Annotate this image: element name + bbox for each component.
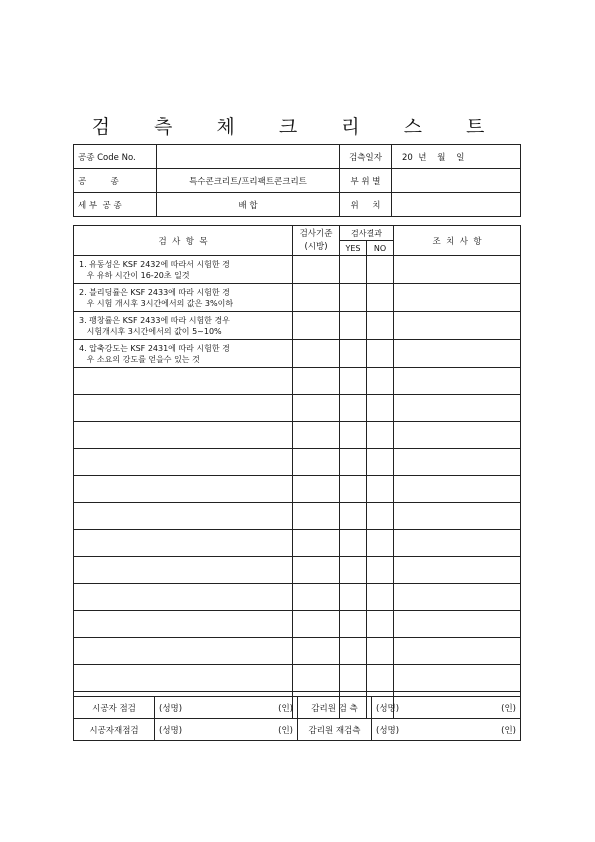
item-text-cell	[74, 449, 293, 476]
yes-cell[interactable]	[340, 312, 367, 340]
item-text-cell	[74, 368, 293, 395]
yes-cell[interactable]	[340, 476, 367, 503]
no-cell[interactable]	[367, 503, 394, 530]
contractor-check-label: 시공자 점검	[74, 697, 155, 719]
standard-cell[interactable]	[293, 638, 340, 665]
checklist-table	[73, 225, 521, 719]
yes-cell[interactable]	[340, 340, 367, 368]
yes-cell[interactable]	[340, 530, 367, 557]
standard-cell[interactable]	[293, 476, 340, 503]
action-cell[interactable]	[394, 476, 521, 503]
contractor-recheck-name[interactable]: (성명)	[155, 719, 234, 741]
action-cell[interactable]	[394, 395, 521, 422]
yes-cell[interactable]	[340, 584, 367, 611]
table-row	[74, 449, 521, 476]
no-cell[interactable]	[367, 638, 394, 665]
item-text-cell	[74, 503, 293, 530]
standard-cell[interactable]	[293, 611, 340, 638]
table-row	[74, 312, 521, 340]
standard-cell[interactable]	[293, 503, 340, 530]
standard-cell[interactable]	[293, 340, 340, 368]
contractor-recheck-seal: (인)	[234, 719, 298, 741]
item-text-cell	[74, 422, 293, 449]
standard-cell[interactable]	[293, 557, 340, 584]
item-text-cell: 3. 팽창률은 KSF 2433에 따라 시험한 경우 시험개시후 3시간에서의 값이 5~10%	[74, 312, 293, 340]
table-row	[74, 530, 521, 557]
code-value[interactable]	[157, 145, 340, 169]
table-row	[74, 422, 521, 449]
table-row	[74, 368, 521, 395]
item-text-cell	[74, 584, 293, 611]
action-cell[interactable]	[394, 340, 521, 368]
work-value[interactable]: 특수콘크리트/프리팩트콘크리트	[157, 169, 340, 193]
no-cell[interactable]	[367, 665, 394, 692]
action-cell[interactable]	[394, 449, 521, 476]
action-cell[interactable]	[394, 422, 521, 449]
table-row	[74, 476, 521, 503]
standard-cell[interactable]	[293, 530, 340, 557]
part-value[interactable]	[392, 169, 521, 193]
header-table	[73, 144, 521, 217]
contractor-recheck-label: 시공자재점검	[74, 719, 155, 741]
yes-cell[interactable]	[340, 449, 367, 476]
table-row	[74, 638, 521, 665]
standard-cell[interactable]	[293, 665, 340, 692]
item-text-cell	[74, 665, 293, 692]
page-title: 검 측 체 크 리 스 트	[91, 116, 504, 138]
action-cell[interactable]	[394, 530, 521, 557]
date-value[interactable]: 20 년 월 일	[392, 145, 521, 169]
item-text-cell	[74, 638, 293, 665]
yes-cell[interactable]	[340, 611, 367, 638]
item-text-cell	[74, 476, 293, 503]
no-cell[interactable]	[367, 611, 394, 638]
standard-cell[interactable]	[293, 584, 340, 611]
supervisor-reinspect-name[interactable]: (성명)	[372, 719, 450, 741]
item-text-cell: 1. 유동성은 KSF 2432에 따라서 시험한 경 우 유하 시간이 16-20초 일것	[74, 256, 293, 284]
yes-header: YES	[340, 241, 367, 256]
part-label: 부 위 별	[340, 169, 392, 193]
table-row	[74, 340, 521, 368]
yes-cell[interactable]	[340, 368, 367, 395]
standard-cell[interactable]	[293, 395, 340, 422]
signature-table	[73, 696, 521, 741]
supervisor-inspect-label: 감리원 검 측	[298, 697, 372, 719]
table-row	[74, 256, 521, 284]
no-cell[interactable]	[367, 368, 394, 395]
action-cell[interactable]	[394, 665, 521, 692]
no-cell[interactable]	[367, 530, 394, 557]
no-cell[interactable]	[367, 284, 394, 312]
table-row	[74, 284, 521, 312]
no-cell[interactable]	[367, 395, 394, 422]
location-value[interactable]	[392, 193, 521, 217]
yes-cell[interactable]	[340, 638, 367, 665]
item-text-cell	[74, 611, 293, 638]
standard-cell[interactable]	[293, 368, 340, 395]
item-text-cell: 4. 압축강도는 KSF 2431에 따라 시험한 경 우 소요의 강도를 얻을수 있는 것	[74, 340, 293, 368]
action-cell[interactable]	[394, 638, 521, 665]
yes-cell[interactable]	[340, 395, 367, 422]
standard-cell[interactable]	[293, 422, 340, 449]
result-header: 검사결과	[340, 226, 394, 241]
yes-cell[interactable]	[340, 557, 367, 584]
standard-cell[interactable]	[293, 256, 340, 284]
yes-cell[interactable]	[340, 665, 367, 692]
supervisor-reinspect-seal: (인)	[450, 719, 521, 741]
action-cell[interactable]	[394, 557, 521, 584]
action-cell[interactable]	[394, 312, 521, 340]
action-cell[interactable]	[394, 584, 521, 611]
action-cell[interactable]	[394, 256, 521, 284]
table-row	[74, 611, 521, 638]
standard-cell[interactable]	[293, 449, 340, 476]
items-header: 검 사 항 목	[74, 226, 293, 256]
table-row	[74, 503, 521, 530]
action-cell[interactable]	[394, 611, 521, 638]
yes-cell[interactable]	[340, 422, 367, 449]
no-header: NO	[367, 241, 394, 256]
yes-cell[interactable]	[340, 503, 367, 530]
supervisor-reinspect-label: 감리원 재검측	[298, 719, 372, 741]
standard-cell[interactable]	[293, 284, 340, 312]
standard-cell[interactable]	[293, 312, 340, 340]
no-cell[interactable]	[367, 449, 394, 476]
table-row	[74, 395, 521, 422]
no-cell[interactable]	[367, 340, 394, 368]
supervisor-inspect-seal: (인)	[450, 697, 521, 719]
no-cell[interactable]	[367, 476, 394, 503]
supervisor-inspect-name[interactable]: (성명)	[372, 697, 450, 719]
no-cell[interactable]	[367, 557, 394, 584]
item-text-cell	[74, 530, 293, 557]
detail-value[interactable]: 배 합	[157, 193, 340, 217]
yes-cell[interactable]	[340, 256, 367, 284]
no-cell[interactable]	[367, 422, 394, 449]
detail-label: 세 부 공 종	[74, 193, 157, 217]
action-cell[interactable]	[394, 284, 521, 312]
action-cell[interactable]	[394, 503, 521, 530]
table-row	[74, 584, 521, 611]
work-label: 공 종	[74, 169, 157, 193]
action-cell[interactable]	[394, 368, 521, 395]
item-text-cell: 2. 블리딩률은 KSF 2433에 따라 시험한 경 우 시험 개시후 3시간에서의 값은 3%이하	[74, 284, 293, 312]
table-row	[74, 557, 521, 584]
no-cell[interactable]	[367, 256, 394, 284]
item-text-cell	[74, 395, 293, 422]
action-header: 조 치 사 항	[394, 226, 521, 256]
no-cell[interactable]	[367, 584, 394, 611]
no-cell[interactable]	[367, 312, 394, 340]
location-label: 위 치	[340, 193, 392, 217]
contractor-check-seal: (인)	[234, 697, 298, 719]
contractor-check-name[interactable]: (성명)	[155, 697, 234, 719]
date-label: 검측일자	[340, 145, 392, 169]
standard-header: 검사기준 (시방)	[293, 226, 340, 256]
yes-cell[interactable]	[340, 284, 367, 312]
item-text-cell	[74, 557, 293, 584]
table-row	[74, 665, 521, 692]
code-label: 공종 Code No.	[74, 145, 157, 169]
